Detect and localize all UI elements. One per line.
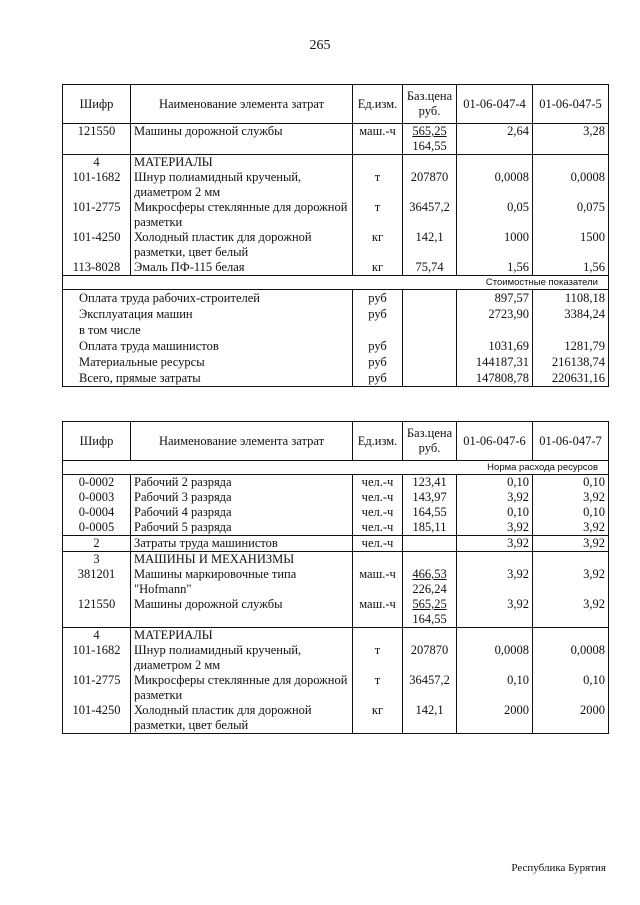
row-value-a: 3,92 bbox=[457, 490, 533, 505]
row-value-a: 0,05 bbox=[457, 200, 533, 230]
totals-name: Всего, прямые затраты bbox=[63, 370, 353, 387]
row-name: Рабочий 2 разряда bbox=[131, 475, 353, 491]
row-code: 121550 bbox=[63, 124, 131, 155]
table-row bbox=[63, 170, 609, 200]
row-price: 123,41 bbox=[403, 475, 457, 491]
totals-name: Оплата труда рабочих-строителей bbox=[63, 290, 353, 307]
row-value-a: 0,10 bbox=[457, 673, 533, 703]
row-value-b: 3,28 bbox=[533, 124, 609, 155]
row-value-b: 0,0008 bbox=[533, 643, 609, 673]
totals-value-b: 3384,24 bbox=[533, 306, 609, 322]
totals-unit: руб bbox=[353, 306, 403, 322]
row-price bbox=[403, 597, 457, 628]
row-code: 0-0004 bbox=[63, 505, 131, 520]
row-price: 185,11 bbox=[403, 520, 457, 536]
row-price: 207870 bbox=[403, 643, 457, 673]
row-unit: т bbox=[353, 673, 403, 703]
totals-row bbox=[63, 322, 609, 338]
row-unit: чел.-ч bbox=[353, 475, 403, 491]
totals-value-a: 1031,69 bbox=[457, 338, 533, 354]
row-unit: чел.-ч bbox=[353, 505, 403, 520]
totals-unit: руб bbox=[353, 290, 403, 307]
table-row bbox=[63, 597, 609, 628]
totals-unit: руб bbox=[353, 338, 403, 354]
section-number: 4 bbox=[63, 628, 131, 644]
row-code: 101-4250 bbox=[63, 230, 131, 260]
price-top: 565,25 bbox=[412, 124, 447, 138]
row-value-a: 0,0008 bbox=[457, 643, 533, 673]
row-value-b: 3,92 bbox=[533, 490, 609, 505]
estimate-table-1 bbox=[62, 84, 609, 387]
row-value-a: 0,10 bbox=[457, 505, 533, 520]
row-name: Машины маркировочные типа "Hofmann" bbox=[131, 567, 353, 597]
row-code: 381201 bbox=[63, 567, 131, 597]
table-row bbox=[63, 520, 609, 536]
table-row bbox=[63, 260, 609, 276]
row-name: Рабочий 3 разряда bbox=[131, 490, 353, 505]
banner-label: Стоимостные показатели bbox=[63, 276, 609, 290]
row-price bbox=[403, 124, 457, 155]
row-price: 142,1 bbox=[403, 703, 457, 734]
row-value-a: 0,10 bbox=[457, 475, 533, 491]
price-top: 565,25 bbox=[412, 597, 447, 611]
row-value-b: 3,92 bbox=[533, 536, 609, 552]
row-unit: чел.-ч bbox=[353, 490, 403, 505]
row-value-b: 3,92 bbox=[533, 520, 609, 536]
row-price: 36457,2 bbox=[403, 200, 457, 230]
row-name: Холодный пластик для дорожной разметки, цвет белый bbox=[131, 230, 353, 260]
row-unit: кг bbox=[353, 230, 403, 260]
row-name: Микросферы стеклянные для дорожной разметки bbox=[131, 200, 353, 230]
row-price: 143,97 bbox=[403, 490, 457, 505]
row-value-a: 2,64 bbox=[457, 124, 533, 155]
row-value-b: 3,92 bbox=[533, 597, 609, 628]
table-header bbox=[63, 422, 609, 461]
row-unit: маш.-ч bbox=[353, 597, 403, 628]
row-code: 121550 bbox=[63, 597, 131, 628]
row-value-a: 0,0008 bbox=[457, 170, 533, 200]
price-bottom: 164,55 bbox=[412, 612, 447, 626]
header-unit: Ед.изм. bbox=[353, 422, 403, 461]
totals-name: в том числе bbox=[63, 322, 353, 338]
totals-row bbox=[63, 370, 609, 387]
section-number: 4 bbox=[63, 155, 131, 171]
row-value-a: 3,92 bbox=[457, 536, 533, 552]
header-col-a: 01-06-047-6 bbox=[457, 422, 533, 461]
totals-name: Оплата труда машинистов bbox=[63, 338, 353, 354]
totals-value-b: 220631,16 bbox=[533, 370, 609, 387]
row-price: 75,74 bbox=[403, 260, 457, 276]
footer-region: Республика Бурятия bbox=[511, 862, 606, 874]
banner-label: Норма расхода ресурсов bbox=[63, 461, 609, 475]
row-name: Затраты труда машинистов bbox=[131, 536, 353, 552]
row-value-b: 1,56 bbox=[533, 260, 609, 276]
row-value-a: 1,56 bbox=[457, 260, 533, 276]
price-top: 466,53 bbox=[412, 567, 447, 581]
row-unit: т bbox=[353, 170, 403, 200]
price-bottom: 164,55 bbox=[412, 139, 447, 153]
row-name: Рабочий 4 разряда bbox=[131, 505, 353, 520]
section-row-operators bbox=[63, 536, 609, 552]
row-code: 113-8028 bbox=[63, 260, 131, 276]
row-unit: кг bbox=[353, 703, 403, 734]
header-code: Шифр bbox=[63, 85, 131, 124]
row-code: 0-0005 bbox=[63, 520, 131, 536]
row-name: Микросферы стеклянные для дорожной разметки bbox=[131, 673, 353, 703]
row-code: 101-1682 bbox=[63, 170, 131, 200]
row-name: Машины дорожной службы bbox=[131, 124, 353, 155]
totals-value-a: 147808,78 bbox=[457, 370, 533, 387]
section-title: МАШИНЫ И МЕХАНИЗМЫ bbox=[131, 552, 353, 568]
section-title: МАТЕРИАЛЫ bbox=[131, 628, 353, 644]
totals-name: Эксплуатация машин bbox=[63, 306, 353, 322]
table-header bbox=[63, 85, 609, 124]
totals-value-b: 216138,74 bbox=[533, 354, 609, 370]
header-col-b: 01-06-047-7 bbox=[533, 422, 609, 461]
row-value-b: 0,075 bbox=[533, 200, 609, 230]
row-value-b: 2000 bbox=[533, 703, 609, 734]
row-value-a: 2000 bbox=[457, 703, 533, 734]
row-unit: маш.-ч bbox=[353, 124, 403, 155]
row-value-a: 3,92 bbox=[457, 567, 533, 597]
table-row bbox=[63, 643, 609, 673]
row-unit: маш.-ч bbox=[353, 567, 403, 597]
row-value-b: 3,92 bbox=[533, 567, 609, 597]
row-value-b: 0,0008 bbox=[533, 170, 609, 200]
header-name: Наименование элемента затрат bbox=[131, 422, 353, 461]
table-row bbox=[63, 475, 609, 491]
row-code: 101-4250 bbox=[63, 703, 131, 734]
row-value-b: 0,10 bbox=[533, 475, 609, 491]
totals-unit: руб bbox=[353, 370, 403, 387]
row-price: 142,1 bbox=[403, 230, 457, 260]
header-unit: Ед.изм. bbox=[353, 85, 403, 124]
row-name: Эмаль ПФ-115 белая bbox=[131, 260, 353, 276]
table-row bbox=[63, 124, 609, 155]
row-price: 207870 bbox=[403, 170, 457, 200]
table-row bbox=[63, 703, 609, 734]
table-row bbox=[63, 490, 609, 505]
section-number: 2 bbox=[63, 536, 131, 552]
row-code: 0-0002 bbox=[63, 475, 131, 491]
section-header-materials bbox=[63, 155, 609, 171]
totals-unit: руб bbox=[353, 354, 403, 370]
price-bottom: 226,24 bbox=[412, 582, 447, 596]
row-value-a: 1000 bbox=[457, 230, 533, 260]
section-header-materials bbox=[63, 628, 609, 644]
row-name: Шнур полиамидный крученый, диаметром 2 мм bbox=[131, 170, 353, 200]
page-number: 265 bbox=[309, 38, 331, 53]
row-price: 36457,2 bbox=[403, 673, 457, 703]
header-price: Баз.цена руб. bbox=[403, 422, 457, 461]
totals-row bbox=[63, 338, 609, 354]
totals-name: Материальные ресурсы bbox=[63, 354, 353, 370]
row-name: Рабочий 5 разряда bbox=[131, 520, 353, 536]
cost-indicators-banner bbox=[63, 276, 609, 290]
section-title: МАТЕРИАЛЫ bbox=[131, 155, 353, 171]
section-header-machines bbox=[63, 552, 609, 568]
resource-norm-banner bbox=[63, 461, 609, 475]
header-price: Баз.цена руб. bbox=[403, 85, 457, 124]
row-value-a: 3,92 bbox=[457, 597, 533, 628]
table-row bbox=[63, 567, 609, 597]
row-name: Шнур полиамидный крученый, диаметром 2 мм bbox=[131, 643, 353, 673]
row-code: 101-1682 bbox=[63, 643, 131, 673]
estimate-table-2 bbox=[62, 421, 609, 734]
row-unit: т bbox=[353, 200, 403, 230]
row-unit: кг bbox=[353, 260, 403, 276]
table-row bbox=[63, 230, 609, 260]
totals-value-b: 1108,18 bbox=[533, 290, 609, 307]
row-value-b: 1500 bbox=[533, 230, 609, 260]
row-name: Холодный пластик для дорожной разметки, цвет белый bbox=[131, 703, 353, 734]
header-col-b: 01-06-047-5 bbox=[533, 85, 609, 124]
totals-row bbox=[63, 290, 609, 307]
totals-value-a: 897,57 bbox=[457, 290, 533, 307]
row-price bbox=[403, 567, 457, 597]
row-code: 101-2775 bbox=[63, 673, 131, 703]
row-value-b: 0,10 bbox=[533, 505, 609, 520]
header-code: Шифр bbox=[63, 422, 131, 461]
totals-value-a: 2723,90 bbox=[457, 306, 533, 322]
row-code: 0-0003 bbox=[63, 490, 131, 505]
table-row bbox=[63, 673, 609, 703]
header-name: Наименование элемента затрат bbox=[131, 85, 353, 124]
row-unit: чел.-ч bbox=[353, 520, 403, 536]
row-unit: чел.-ч bbox=[353, 536, 403, 552]
row-name: Машины дорожной службы bbox=[131, 597, 353, 628]
row-code: 101-2775 bbox=[63, 200, 131, 230]
header-col-a: 01-06-047-4 bbox=[457, 85, 533, 124]
row-value-a: 3,92 bbox=[457, 520, 533, 536]
row-unit: т bbox=[353, 643, 403, 673]
row-value-b: 0,10 bbox=[533, 673, 609, 703]
totals-value-b: 1281,79 bbox=[533, 338, 609, 354]
totals-row bbox=[63, 306, 609, 322]
table-row bbox=[63, 200, 609, 230]
totals-value-a: 144187,31 bbox=[457, 354, 533, 370]
row-price: 164,55 bbox=[403, 505, 457, 520]
totals-row bbox=[63, 354, 609, 370]
section-number: 3 bbox=[63, 552, 131, 568]
table-row bbox=[63, 505, 609, 520]
